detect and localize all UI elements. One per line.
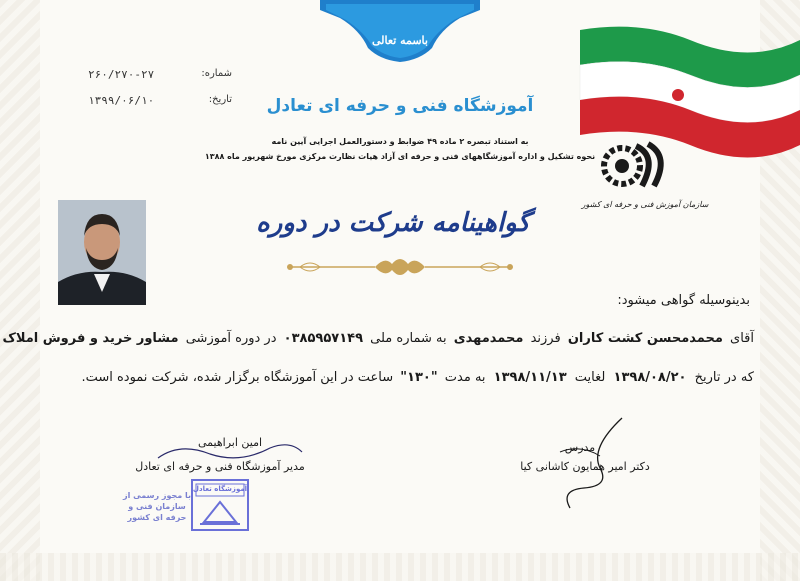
course-label: در دوره آموزشی	[185, 331, 277, 346]
certificate-title: گواهینامه شرکت در دوره	[256, 208, 530, 238]
instructor-name: دکتر امیر همایون کاشانی کیا	[520, 460, 650, 473]
intro-text: بدینوسیله گواهی میشود:	[617, 293, 750, 308]
basis-line-1: به استناد تبصره ۲ ماده ۴۹ ضوابط و دستورالعمل اجرایی آیین نامه	[271, 137, 529, 146]
iran-flag-ribbon	[560, 20, 800, 170]
holder-name: محمدمحسن کشت کاران	[567, 331, 723, 346]
from-label: که در تاریخ	[694, 370, 754, 385]
basis-line-2: نحوه تشکیل و اداره آموزشگاههای فنی و حرفه ای آزاد هیات نظارت مرکزی مورخ شهریور ماه ۱۳۸۸	[204, 152, 596, 161]
number-label: شماره:	[201, 68, 232, 79]
official-license-stamp-text: با مجوز رسمی از سازمان فنی و حرفه ای کشور	[123, 491, 191, 522]
institute-stamp-text: آموزشگاه تعادل	[192, 485, 248, 493]
person-photo-icon	[58, 200, 146, 305]
date-value: ۱۳۹۹/۰۶/۱۰	[88, 94, 155, 107]
duration-value: "۱۳۰"	[400, 370, 438, 385]
body-line-3	[81, 370, 754, 385]
institute-title: آموزشگاه فنی و حرفه ای تعادل	[266, 96, 534, 116]
course-name: مشاور خرید و فروش املاک	[2, 331, 179, 346]
ending-text: ساعت در این آموزشگاه برگزار شده، شرکت نموده است.	[81, 370, 394, 385]
body-line-2	[0, 331, 754, 346]
date-label: تاریخ:	[208, 94, 232, 105]
manager-title: مدیر آموزشگاه فنی و حرفه ای تعادل	[135, 460, 305, 473]
national-id-label: به شماره ملی	[370, 331, 447, 346]
father-name: محمدمهدی	[453, 331, 524, 346]
holder-photo	[58, 200, 146, 305]
mr-label: آقای	[730, 331, 754, 346]
organization-name: سازمان آموزش فنی و حرفه ای کشور	[581, 200, 709, 209]
duration-label: به مدت	[444, 370, 486, 385]
number-value: ۲۶۰/۲۷۰-۲۷	[88, 68, 155, 81]
header-ribbon-badge	[320, 0, 480, 62]
instructor-label: مدرس	[564, 441, 596, 454]
child-of-label: فرزند	[530, 331, 561, 346]
national-id-value: ۰۳۸۵۹۵۷۱۴۹	[283, 331, 364, 346]
decorative-border-left	[0, 0, 40, 581]
ornamental-divider	[280, 254, 520, 280]
from-date: ۱۳۹۸/۰۸/۲۰	[613, 370, 687, 385]
manager-name: امین ابراهیمی	[197, 436, 263, 449]
to-date: ۱۳۹۸/۱۱/۱۳	[493, 370, 567, 385]
decorative-border-bottom	[0, 553, 800, 581]
to-label: لغایت	[574, 370, 606, 385]
organization-logo-icon	[598, 138, 666, 194]
header-badge-text: باسمه تعالی	[372, 34, 428, 47]
